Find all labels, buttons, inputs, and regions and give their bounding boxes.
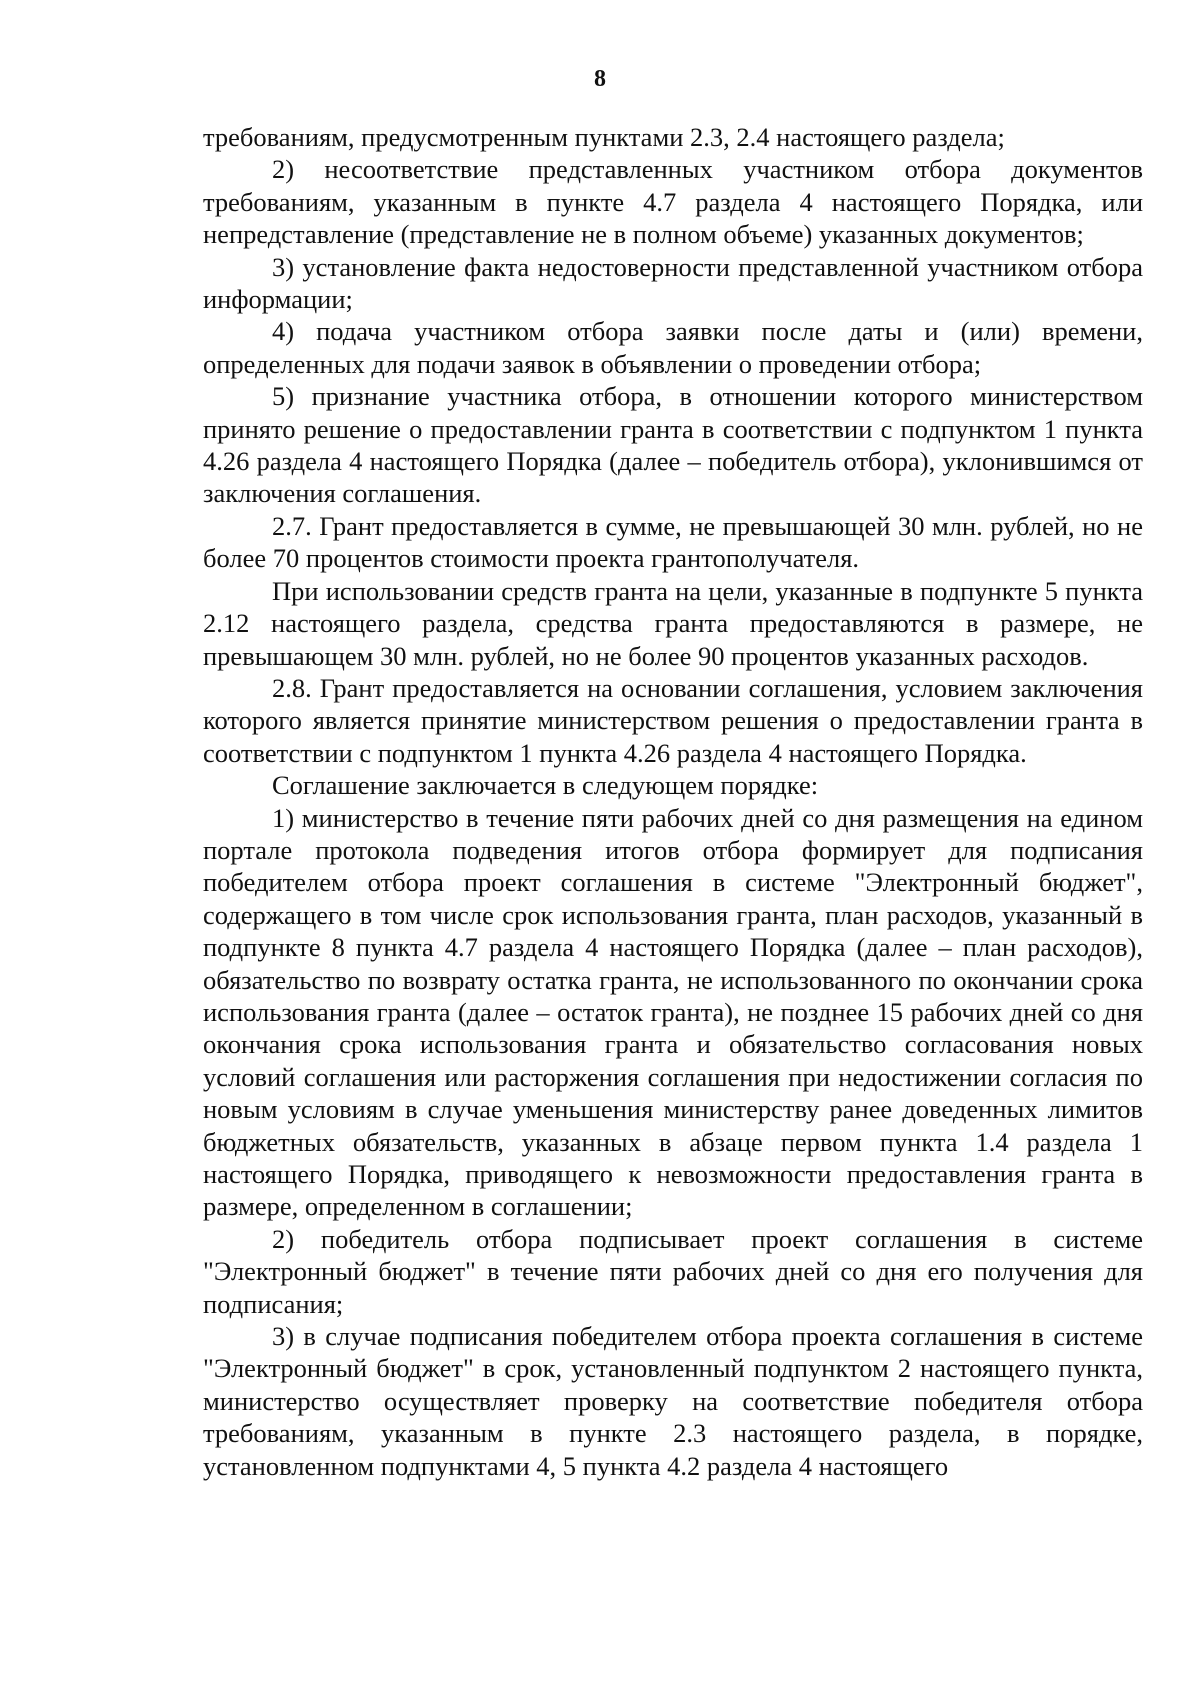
paragraph-grant-usage: При использовании средств гранта на цели, указанные в подпункте 5 пункта 2.12 настоящего раздела, средства гранта предоставляются в размере, не превышающем 30 млн. рублей, но не более 90 процентов указанных расходов. [203,575,1143,671]
paragraph-item-2: 2) несоответствие представленных участником отбора документов требованиям, указанным в пункте 4.7 раздела 4 настоящего Порядка, или непредставление (представление не в полном объеме) указанных документов; [203,154,1143,250]
paragraph-step-3: 3) в случае подписания победителем отбора проекта соглашения в системе "Электронный бюджет" в срок, установленный подпунктом 2 настоящего пункта, министерство осуществляет проверку на соответствие победителя отбора требованиям, указанным в пункте 2.3 настоящего раздела, в порядке, установленном подпунктами 4, 5 пункта 4.2 раздела 4 настоящего [203,1321,1143,1481]
paragraph-step-1: 1) министерство в течение пяти рабочих дней со дня размещения на едином портале протокола подведения итогов отбора формирует для подписания победителем отбора проект соглашения в системе "Электронный бюджет", содержащего в том числе срок использования гранта, план расходов, указанный в подпункте 8 пункта 4.7 раздела 4 настоящего Порядка (далее – план расходов), обязательство по возврату остатка гранта, не использованного по окончании срока использования гранта (далее – остаток гранта), не позднее 15 рабочих дней со дня окончания срока использования гранта и обязательство согласования новых условий соглашения или расторжения соглашения при недостижении согласия по новым условиям в случае уменьшения министерству ранее доведенных лимитов бюджетных обязательств, указанных в абзаце первом пункта 1.4 раздела 1 настоящего Порядка, приводящего к невозможности предоставления гранта в размере, определенном в соглашении; [203,802,1143,1222]
paragraph-agreement-order: Соглашение заключается в следующем порядке: [272,770,819,801]
document-body [203,121,1143,1482]
paragraph-step-2: 2) победитель отбора подписывает проект соглашения в системе "Электронный бюджет" в течение пяти рабочих дней со дня его получения для подписания; [203,1223,1143,1319]
paragraph-2-8: 2.8. Грант предоставляется на основании соглашения, условием заключения которого является принятие министерством решения о предоставлении гранта в соответствии с подпунктом 1 пункта 4.26 раздела 4 настоящего Порядка. [203,672,1143,768]
paragraph-item-4: 4) подача участником отбора заявки после даты и (или) времени, определенных для подачи заявок в объявлении о проведении отбора; [203,316,1143,379]
paragraph-continuation: требованиям, предусмотренным пунктами 2.3, 2.4 настоящего раздела; [203,122,1005,152]
page-number: 8 [594,66,606,92]
paragraph-item-5: 5) признание участника отбора, в отношении которого министерством принято решение о предоставлении гранта в соответствии с подпунктом 1 пункта 4.26 раздела 4 настоящего Порядка (далее – победитель отбора), уклонившимся от заключения соглашения. [203,381,1143,509]
paragraph-item-3: 3) установление факта недостоверности представленной участником отбора информации; [203,251,1143,315]
paragraph-2-7: 2.7. Грант предоставляется в сумме, не превышающей 30 млн. рублей, но не более 70 процентов стоимости проекта грантополучателя. [203,510,1143,574]
